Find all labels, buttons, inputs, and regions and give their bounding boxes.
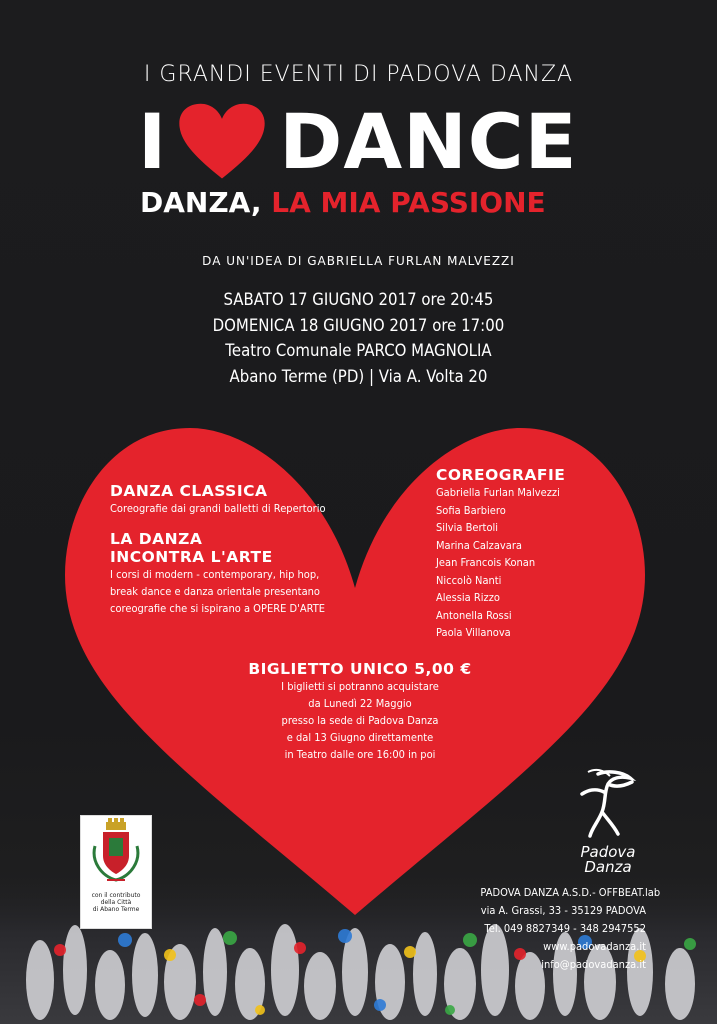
coreografo-name: Silvia Bertoli [436, 521, 499, 534]
arte-line: break dance e danza orientale presentano [110, 585, 320, 598]
arte-line: coreografie che si ispirano a OPERE D'ARTE [110, 602, 326, 615]
city-crest-icon [81, 816, 151, 890]
ticket-line: presso la sede di Padova Danza [281, 714, 439, 727]
idea-credit: DA UN'IDEA DI GABRIELLA FURLAN MALVEZZI [202, 254, 515, 268]
coreografie-section [436, 466, 574, 642]
classica-title: DANZA CLASSICA [110, 482, 268, 500]
main-title [138, 97, 578, 186]
coreografo-name: Paola Villanova [436, 626, 511, 639]
logo-line2: Danza [584, 858, 632, 876]
coreografo-name: Jean Francois Konan [436, 556, 536, 569]
contact-line: via A. Grassi, 33 - 35129 PADOVA [480, 904, 646, 917]
coreografo-name: Gabriella Furlan Malvezzi [436, 486, 560, 499]
crest-caption [81, 892, 151, 913]
ticket-line: I biglietti si potranno acquistare [281, 680, 439, 693]
series-title: I GRANDI EVENTI DI PADOVA DANZA [143, 62, 574, 87]
arte-title-line1: LA DANZA [110, 530, 203, 548]
event-line: Abano Terme (PD) | Via A. Volta 20 [229, 366, 488, 387]
coreografo-name: Alessia Rizzo [436, 591, 500, 604]
padova-danza-logo [568, 768, 648, 878]
event-line: Teatro Comunale PARCO MAGNOLIA [225, 341, 492, 361]
ticket-line: e dal 13 Giugno direttamente [286, 731, 434, 744]
event-line: SABATO 17 GIUGNO 2017 ore 20:45 [223, 290, 494, 310]
coreografie-title: COREOGRAFIE [436, 466, 566, 484]
arte-line: I corsi di modern - contemporary, hip hop, [110, 568, 320, 581]
title-i: I [138, 97, 168, 186]
subtitle [140, 186, 546, 219]
ticket-title: BIGLIETTO UNICO 5,00 € [248, 660, 472, 678]
heart-icon [177, 102, 267, 182]
arte-section [110, 530, 349, 617]
ticket-section [190, 660, 530, 763]
crest-line: della Città [100, 899, 132, 906]
coreografo-name: Antonella Rossi [436, 608, 512, 622]
crest-line: con il contributo [91, 892, 141, 899]
email-link[interactable]: info@padovadanza.it [541, 958, 646, 971]
website-link[interactable]: www.padovadanza.it [543, 940, 646, 953]
event-info [43, 288, 674, 390]
logo-line1: Padova [580, 843, 636, 861]
ticket-line: da Lunedì 22 Maggio [308, 697, 412, 710]
subtitle-red: LA MIA PASSIONE [271, 186, 546, 219]
crest-line: di Abano Terme [92, 906, 140, 913]
classica-section [110, 482, 350, 517]
dancer-logo-icon [568, 768, 648, 840]
abano-terme-crest [80, 815, 152, 929]
arte-title-line2: INCONTRA L'ARTE [110, 548, 273, 566]
contact-line: PADOVA DANZA A.S.D.- OFFBEAT.lab [480, 886, 661, 899]
coreografo-name: Marina Calzavara [436, 538, 522, 552]
contact-line: Tel. 049 8827349 - 348 2947552 [484, 922, 646, 935]
subtitle-white: DANZA, [140, 186, 262, 219]
event-line: DOMENICA 18 GIUGNO 2017 ore 17:00 [212, 315, 505, 336]
title-dance: DANCE [279, 97, 578, 186]
coreografo-name: Sofia Barbiero [436, 503, 506, 517]
coreografo-name: Niccolò Nanti [436, 573, 502, 587]
classica-text: Coreografie dai grandi balletti di Repertorio [110, 502, 326, 515]
ticket-line: in Teatro dalle ore 16:00 in poi [284, 748, 436, 761]
contact-info [480, 884, 661, 974]
